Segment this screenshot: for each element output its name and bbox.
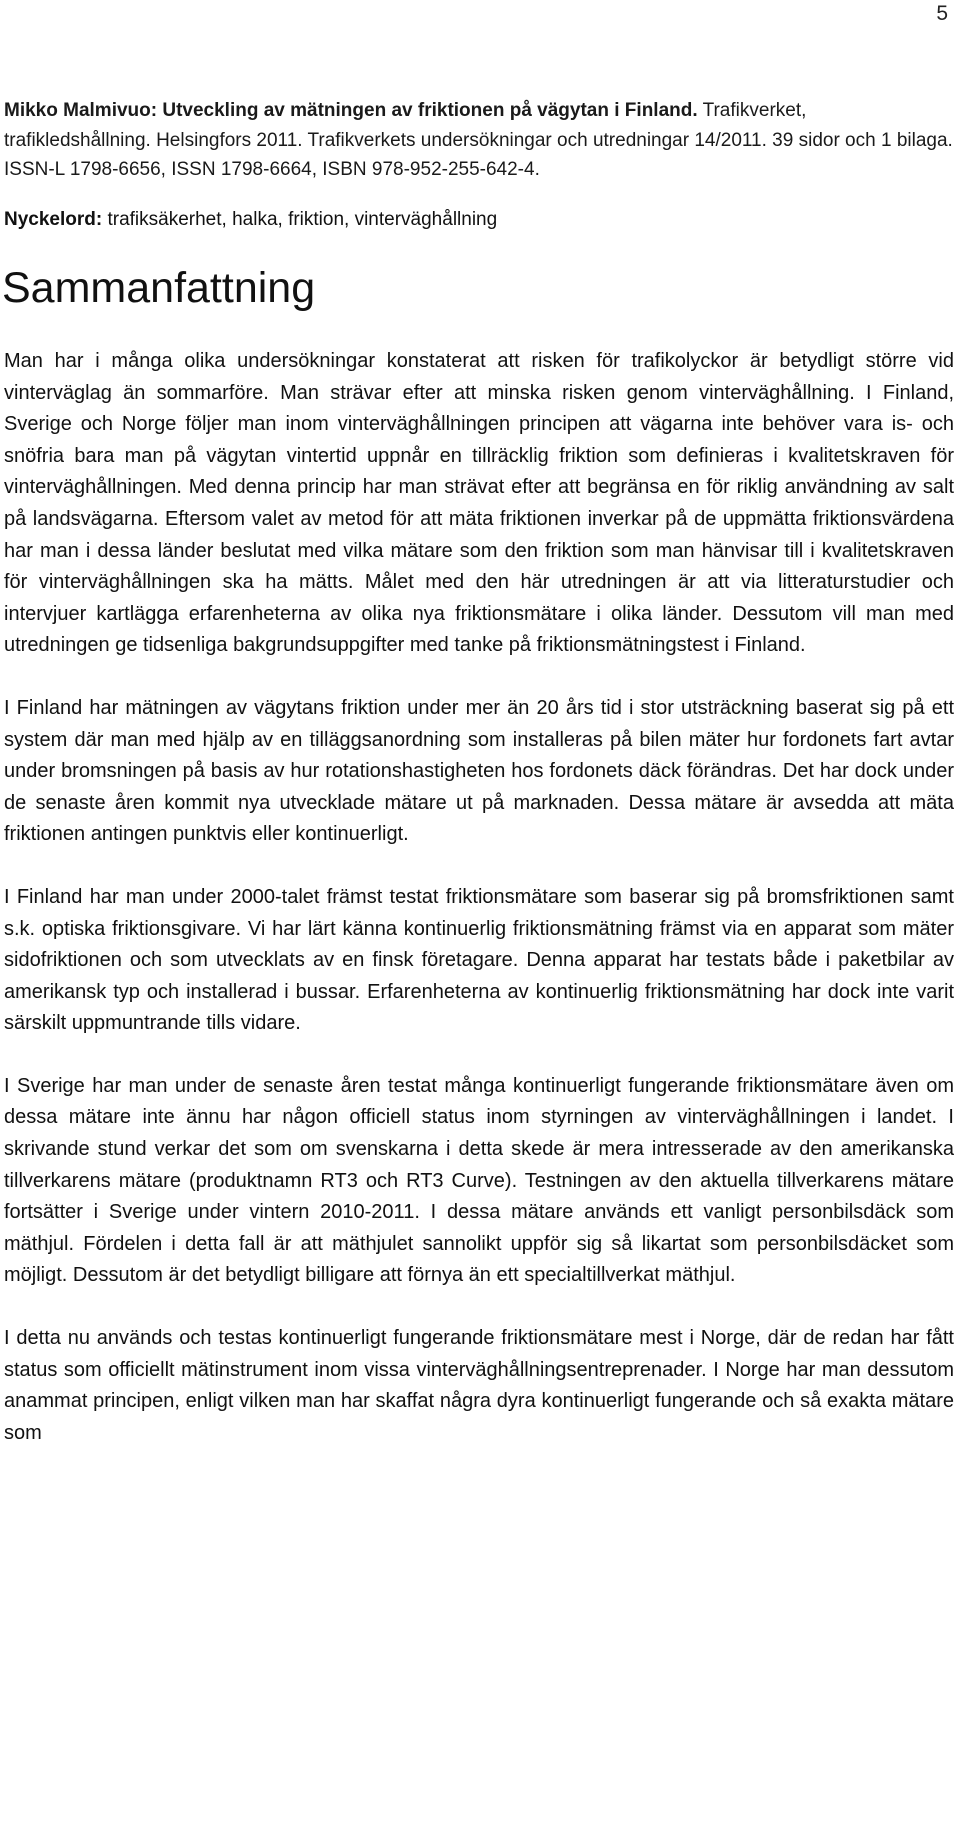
paragraph: I Sverige har man under de senaste åren testat många kontinuerligt fungerande friktionsmätare även om dessa mätare inte ännu har någon officiell status inom styrningen av vinterväghållningen i landet. I skrivande stund verkar det som om svenskarna i detta skede är mera intresserade av den amerikanska tillverkarens mätare (produktnamn RT3 och RT3 Curve). Testningen av den aktuella tillverkarens mätare fortsätter i Sverige under vintern 2010-2011. I dessa mätare används ett vanligt personbilsdäck som mäthjul. Fördelen i detta fall är att mäthjulet sannolikt uppför sig så likartat som personbilsdäcket som möjligt. Dessutom är det betydligt billigare att förnya än ett specialtillverkat mäthjul. [4, 1074, 954, 1287]
paragraph: I Finland har man under 2000-talet främst testat friktionsmätare som baserar sig på bromsfriktionen samt s.k. optiska friktionsgivare. Vi har lärt känna kontinuerlig friktionsmätning främst via en apparat som mäter sidofriktionen och som utvecklats av en finsk företagare. Denna apparat har testats både i paketbilar av amerikansk typ och installerad i bussar. Erfarenheterna av kontinuerlig friktionsmätning har dock inte varit särskilt uppmuntrande tills vidare. [4, 885, 954, 1035]
page-number: 5 [936, 2, 948, 25]
bibliographic-entry [4, 96, 954, 185]
paragraph: I Finland har mätningen av vägytans friktion under mer än 20 års tid i stor utsträckning baserat sig på ett system där man med hjälp av en tilläggsanordning som installeras på bilen mäter hur fordonets fart avtar under bromsningen på basis av hur rotationshastigheten hos fordonets däck förändras. Det har dock under de senaste åren kommit nya utvecklade mätare ut på marknaden. Dessa mätare är avsedda att mäta friktionen antingen punktvis eller kontinuerligt. [4, 696, 954, 846]
keywords [4, 205, 944, 234]
paragraph: Man har i många olika undersökningar konstaterat att risken för trafikolyckor är betydligt större vid vinterväglag än sommarföre. Man strävar efter att minska risken genom vinterväghållning. I Finland, Sverige och Norge följer man inom vinterväghållningen principen att vägarna inte behöver vara is- och snöfria bara man på vägytan vintertid uppnår en tillräcklig friktion som definieras i kvalitetskraven för vinterväghållningen. Med denna princip har man strävat efter att begränsa en för riklig användning av salt på landsvägarna. Eftersom valet av metod för att mäta friktionen inverkar på de uppmätta friktionsvärdena har man i dessa länder beslutat med vilka mätare som den friktion som man hänvisar till i kvalitetskraven för vinterväghållningen ska ha mätts. Målet med den här utredningen är att via litteraturstudier och intervjuer kartlägga erfarenheterna av olika nya friktionsmätare i olika länder. Dessutom vill man med utredningen ge tidsenliga bakgrundsuppgifter med tanke på friktionsmätningstest i Finland. [4, 350, 954, 657]
author-title: Mikko Malmivuo: Utveckling av mätningen av friktionen på vägytan i Finland. [4, 100, 698, 121]
keywords-label: Nyckelord: [4, 209, 103, 230]
section-heading: Sammanfattning [2, 264, 316, 312]
publication-details: Trafikverket, trafikledshållning. Helsingfors 2011. Trafikverkets undersökningar och utredningar 14/2011. 39 sidor och 1 bilaga. ISSN-L 1798-6656, ISSN 1798-6664, ISBN 978-952-255-642-4. [4, 100, 953, 180]
paragraph: I detta nu används och testas kontinuerligt fungerande friktionsmätare mest i Norge, där de redan har fått status som officiellt mätinstrument inom vissa vinterväghållningsentreprenader. I Norge har man dessutom anammat principen, enligt vilken man har skaffat några dyra kontinuerligt fungerande och så exakta mätare som [4, 1327, 954, 1444]
keywords-text: trafiksäkerhet, halka, friktion, vinterväghållning [107, 209, 498, 230]
summary-body [4, 346, 954, 1480]
